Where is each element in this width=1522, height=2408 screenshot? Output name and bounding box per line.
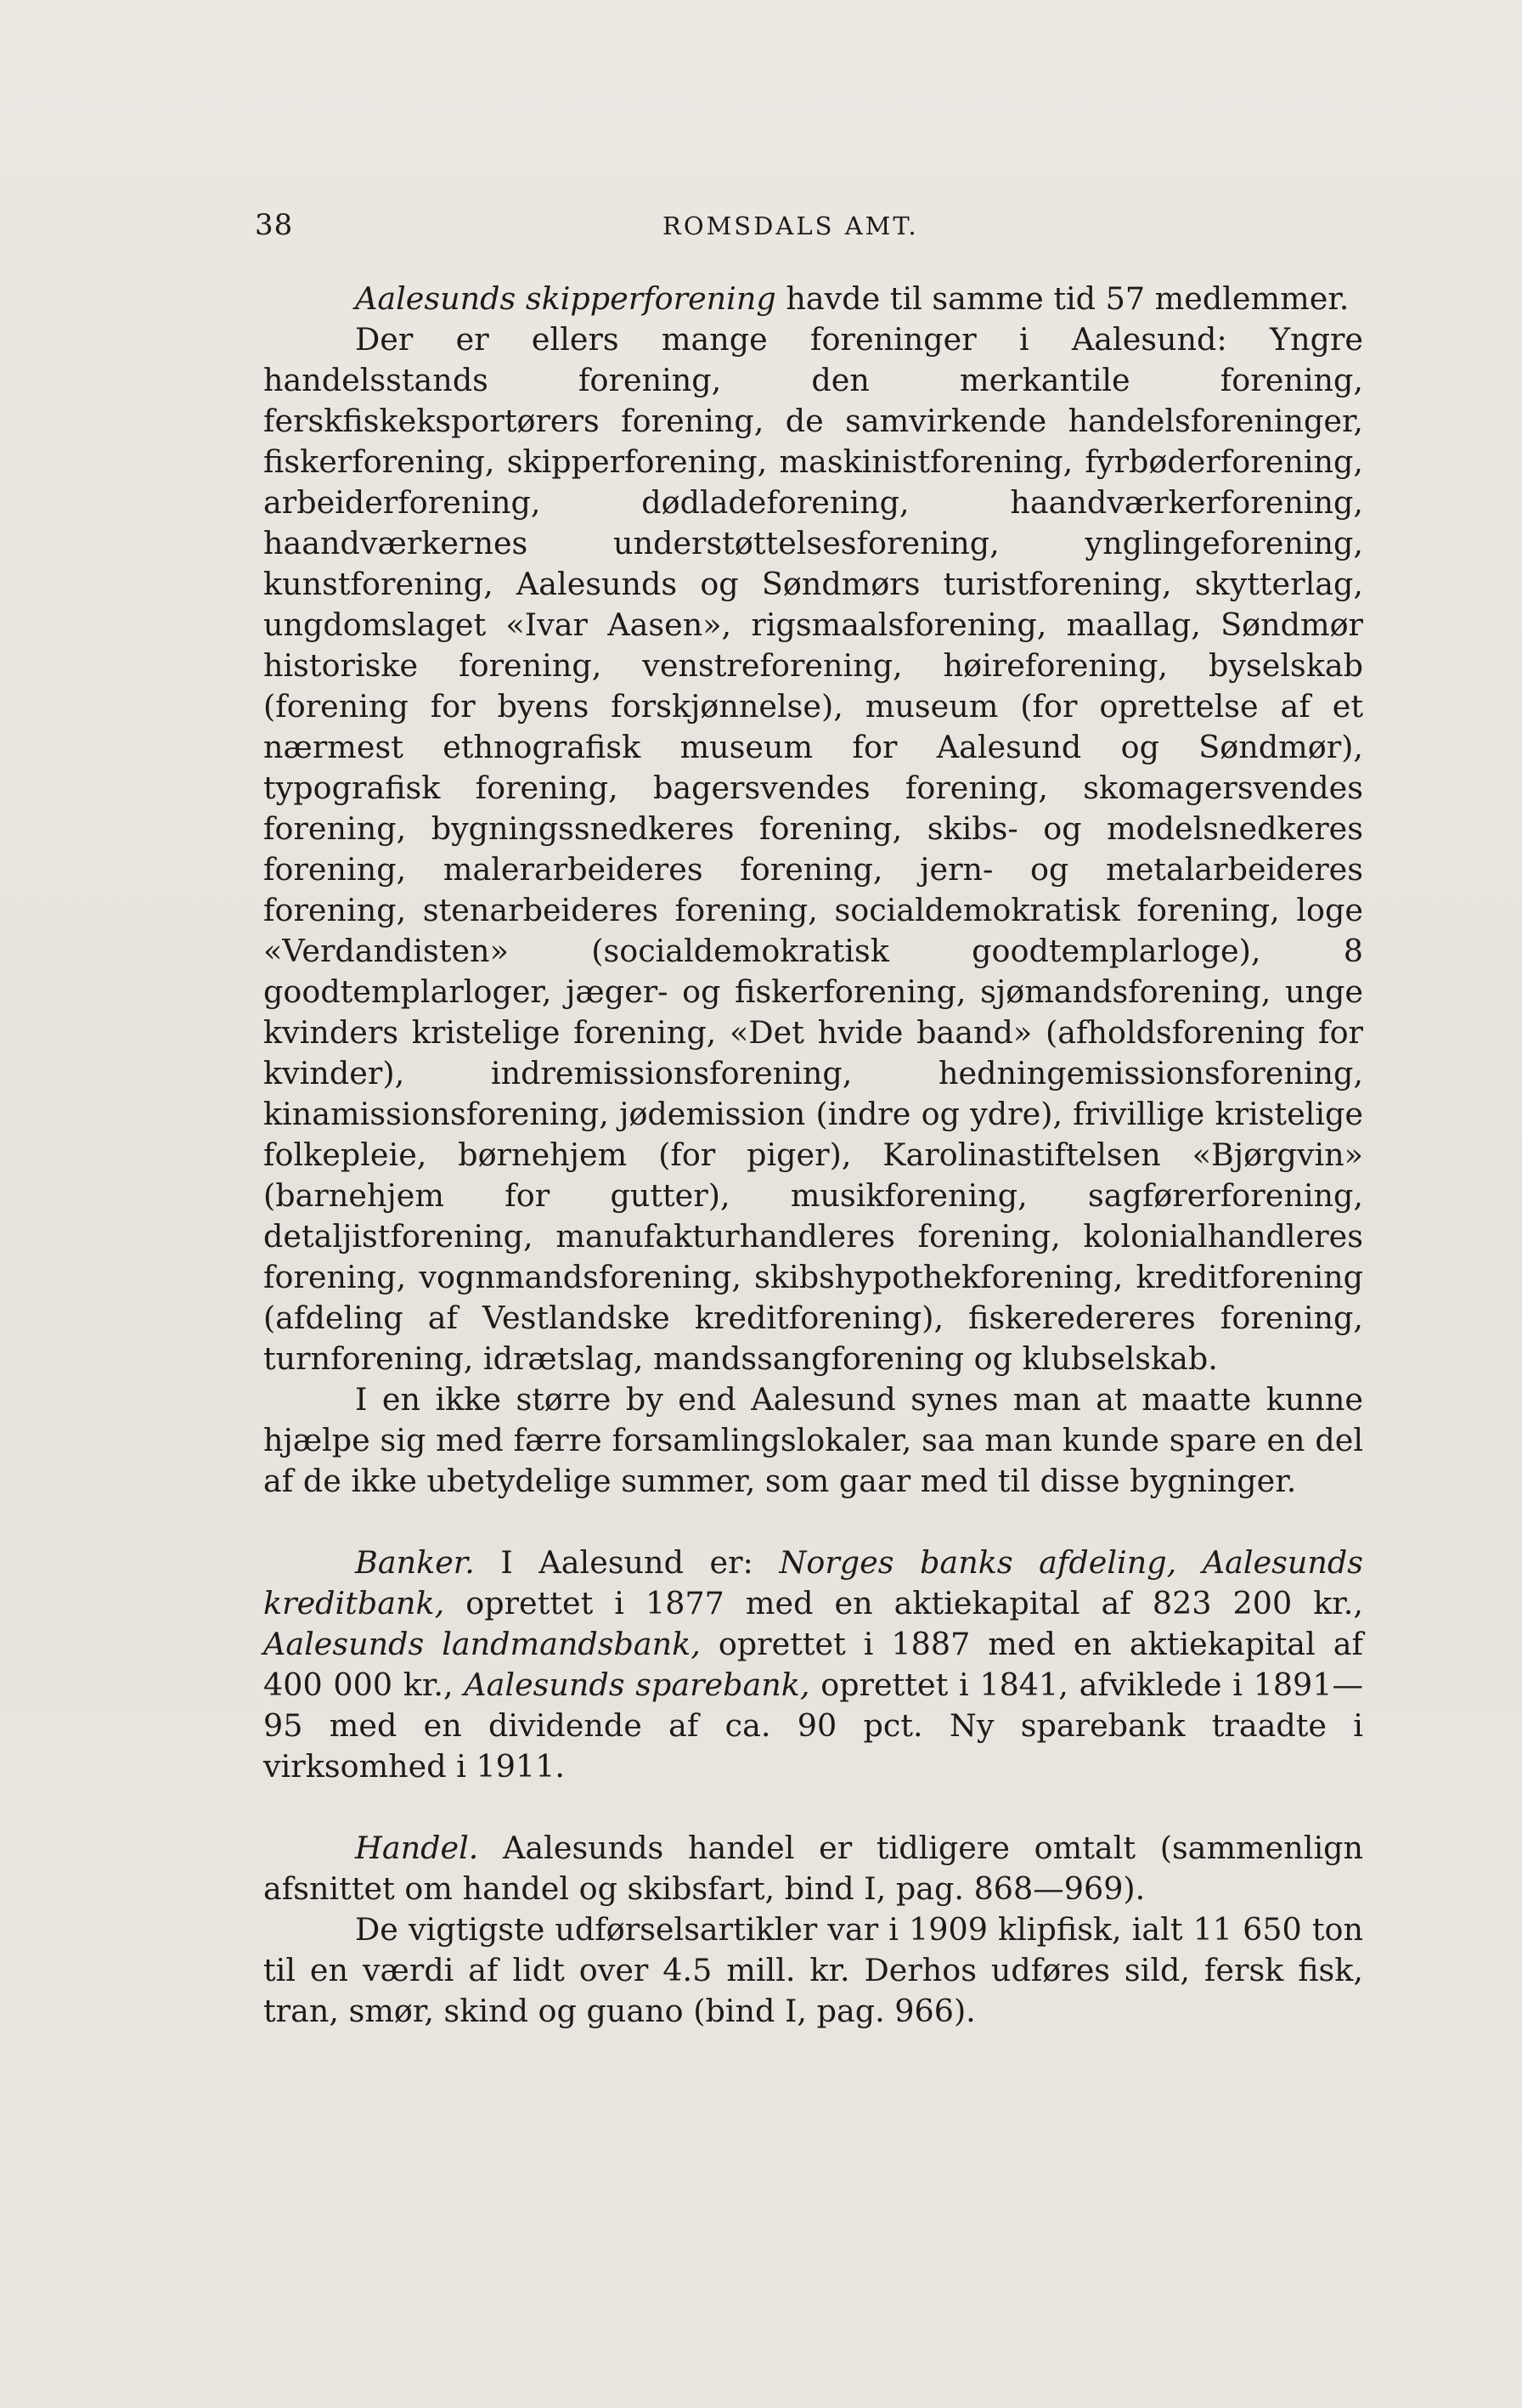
paragraph-udfoerselsartikler	[263, 1909, 1363, 2032]
paragraph-lead-italic: Aalesunds skipperforening	[355, 280, 776, 317]
paragraph-forsamlingslokaler	[263, 1379, 1363, 1502]
page-header	[255, 208, 1359, 242]
paragraph-banker	[263, 1542, 1363, 1787]
paragraph-skipperforening	[263, 279, 1363, 319]
paragraph-text: De vigtigste udførselsartikler var i 1909 klipfisk, ialt 11 650 ton til en værdi af lidt over 4.5 mill. kr. Derhos udføres sild, fersk fisk, tran, smør, skind og guano (bind I, pag. 966).	[263, 1911, 1363, 2029]
paragraph-text: I en ikke større by end Aalesund synes man at maatte kunne hjælpe sig med færre forsamlingslokaler, saa man kunde spare en del af de ikke ubetydelige summer, som gaar med til disse bygninger.	[263, 1381, 1363, 1499]
paragraph-text: Aalesunds handel er tidligere omtalt (sammenlign afsnittet om handel og skibsfart, bind I, pag. 868—969).	[263, 1830, 1363, 1907]
running-title: ROMSDALS AMT.	[662, 211, 919, 240]
paragraph-text: havde til samme tid 57 medlemmer.	[775, 280, 1350, 317]
paragraph-text: Der er ellers mange foreninger i Aalesund: Yngre handelsstands forening, den merkantile forening, ferskfiskeksportørers forening, de samvirkende handelsforeninger, fiskerforening, skipperforening, maskinistforening, fyrbøderforening, arbeiderforening, dødladeforening, haandværkerforening, haandværkernes understøttelsesforening, ynglingeforening, kunstforening, Aalesunds og Søndmørs turistforening, skytterlag, ungdomslaget «Ivar Aasen», rigsmaalsforening, maallag, Søndmør historiske forening, venstreforening, høireforening, byselskab (forening for byens forskjønnelse), museum (for oprettelse af et nærmest ethnografisk museum for Aalesund og Søndmør), typografisk forening, bagersvendes forening, skomagersvendes forening, bygningssnedkeres forening, skibs- og modelsnedkeres forening, malerarbeideres forening, jern- og metalarbeideres forening, stenarbeideres forening, socialdemokratisk forening, loge «Verdandisten» (socialdemokratisk goodtemplarloge), 8 goodtemplarloger, jæger- og fiskerforening, sjømandsforening, unge kvinders kristelige forening, «Det hvide baand» (afholdsforening for kvinder), indremissionsforening, hedningemissionsforening, kinamissionsforening, jødemission (indre og ydre), frivillige kristelige folkepleie, børnehjem (for piger), Karolinastiftelsen «Bjørgvin» (barnehjem for gutter), musikforening, sagførerforening, detaljistforening, manufakturhandleres forening, kolonialhandleres forening, vognmandsforening, skibshypothekforening, kreditforening (afdeling af Vestlandske kreditforening), fiskeredereres forening, turnforening, idrætslag, mandssangforening og klubselskab.	[263, 321, 1363, 1377]
bank-names-italic: Norges banks afdeling, Aalesunds kreditbank,	[263, 1544, 1363, 1621]
paragraph-text: oprettet i 1841, afviklede i 1891—95 med en dividende af ca. 90 pct. Ny sparebank traadte i virksomhed i 1911.	[263, 1666, 1364, 1785]
paragraph-foreninger	[263, 319, 1363, 1379]
section-heading-banker: Banker.	[355, 1544, 475, 1581]
paragraph-text: oprettet i 1887 med en aktiekapital af 400 000 kr.,	[263, 1626, 1363, 1703]
body-text	[263, 279, 1363, 2032]
section-heading-handel: Handel.	[355, 1830, 479, 1866]
bank-name-italic: Aalesunds landmandsbank,	[263, 1626, 701, 1662]
paragraph-text: oprettet i 1877 med en aktiekapital af 823 200 kr.,	[444, 1585, 1363, 1621]
page-number: 38	[255, 208, 294, 242]
bank-name-italic: Aalesunds sparebank,	[464, 1666, 810, 1703]
paragraph-text: I Aalesund er:	[474, 1544, 780, 1581]
paragraph-handel	[263, 1828, 1363, 1909]
